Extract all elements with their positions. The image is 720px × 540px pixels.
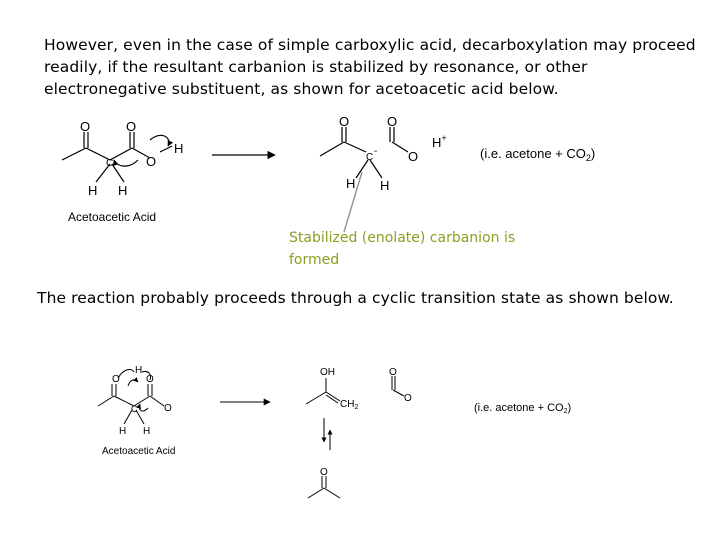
atom-label-o: O (126, 119, 137, 134)
transition-state-paragraph: The reaction probably proceeds through a cyclic transition state as shown below. (37, 289, 674, 307)
tautomerization-arrow (324, 418, 330, 450)
reactant-name-1: Acetoacetic Acid (68, 210, 157, 224)
atom-label-h: H (143, 426, 151, 437)
atom-label-c: C (131, 404, 138, 414)
atom-label-o: O (146, 154, 157, 169)
products-note-1: (i.e. acetone + $CO_2$) (480, 146, 596, 163)
atom-label-o: O (320, 467, 328, 478)
intro-paragraph: However, even in the case of simple carboxylic acid, decarboxylation may proceed readily, if the resultant carbanion is stabilized by resonance, or other electronegative substituent, as shown for acetoacetic acid below. (44, 36, 696, 98)
atom-label-o: O (164, 403, 172, 414)
atom-label-h: H (118, 183, 128, 198)
enol-structure (306, 376, 404, 404)
atom-label-h: H (174, 141, 184, 156)
atom-label-c: C (106, 158, 114, 169)
atom-label-h: H (88, 183, 98, 198)
atom-label-o: O (339, 114, 350, 129)
acetone-structure (308, 476, 340, 498)
atom-label-h: H (380, 178, 390, 193)
proton: H+ (432, 133, 447, 150)
atom-label-o: O (404, 393, 412, 404)
atom-label-h: H (346, 176, 356, 191)
enolate-annotation: Stabilized (enolate) carbanion is formed (289, 230, 516, 268)
atom-label-o: O (387, 114, 398, 129)
atom-label-o: O (408, 149, 419, 164)
atom-label-o: O (80, 119, 91, 134)
atom-label-o: O (146, 374, 154, 385)
hydroxyl-label: OH (320, 367, 335, 378)
atom-label-h: H (135, 365, 143, 376)
methylene-label: $CH_2$ (340, 399, 359, 411)
atom-label-o: O (112, 374, 120, 385)
products-note-2: (i.e. acetone + CO2) (474, 402, 572, 415)
atom-label-o: O (389, 367, 397, 378)
reactant-name-2: Acetoacetic Acid (102, 446, 176, 457)
carbanion-charge: - (374, 146, 378, 157)
atom-label-h: H (119, 426, 127, 437)
cyclic-transition-state-structure (98, 370, 164, 424)
carbanion-c: C (366, 152, 374, 163)
enolate-carbanion-structure (320, 127, 408, 178)
